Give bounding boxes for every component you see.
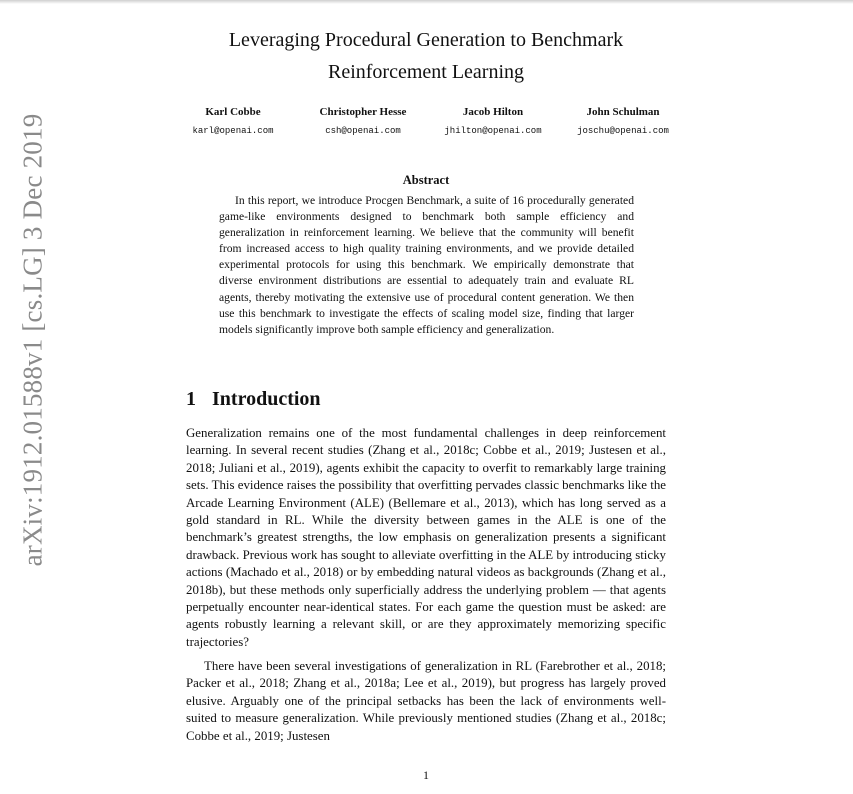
section-number: 1: [186, 388, 196, 410]
paper-title: [180, 24, 672, 88]
arxiv-identifier-stamp: arXiv:1912.01588v1 [cs.LG] 3 Dec 2019: [17, 113, 48, 567]
author-name: Karl Cobbe: [205, 106, 261, 118]
abstract-text: In this report, we introduce Procgen Benchmark, a suite of 16 procedurally generated game-like environments designed to benchmark both sample efficiency and generalization in reinforcement learning. We believe that the community will benefit from increased access to high quality training environments, and we provide detailed experimental protocols for using this benchmark. We empirically demonstrate that diverse environment distributions are essential to adequately train and evaluate RL agents, thereby motivating the extensive use of procedural content generation. We then use this benchmark to investigate the effects of scaling model size, finding that larger models significantly improve both sample efficiency and generalization.: [219, 194, 634, 336]
section-heading: [186, 388, 321, 411]
author-name: Christopher Hesse: [319, 106, 407, 118]
author-email: karl@openai.com: [192, 126, 274, 136]
author-block: [298, 104, 428, 142]
body-paragraph: Generalization remains one of the most fundamental challenges in deep reinforcement learning. In several recent studies (Zhang et al., 2018c; Cobbe et al., 2019; Justesen et al., 2018; Juliani et al., 2019), agents exhibit the capacity to overfit to remarkably large training sets. This evidence raises the possibility that overfitting pervades classic benchmarks like the Arcade Learning Environment (ALE) (Bellemare et al., 2013), which has long served as a gold standard in RL. While the diversity between games in the ALE is one of the benchmark’s greatest strengths, the low emphasis on generalization presents a significant drawback. Previous work has sought to alleviate overfitting in the ALE by introducing sticky actions (Machado et al., 2018) or by embedding natural videos as backgrounds (Zhang et al., 2018b), but these methods only superficially address the underlying problem — that agents perpetually encounter near-identical states. For each game the question must be asked: are agents robustly learning a relevant skill, or are they approximately memorizing specific trajectories?: [186, 426, 666, 649]
author-block: [558, 104, 688, 142]
author-email: csh@openai.com: [325, 126, 401, 136]
author-block: [428, 104, 558, 142]
author-email: jhilton@openai.com: [444, 126, 542, 136]
title-line-2: Reinforcement Learning: [327, 61, 525, 83]
abstract-heading: Abstract: [402, 173, 450, 187]
author-name: John Schulman: [586, 106, 660, 118]
page-number: 1: [423, 768, 429, 782]
author-list: [168, 104, 688, 142]
page-top-edge: [0, 0, 853, 4]
author-block: [168, 104, 298, 142]
body-paragraph: There have been several investigations of generalization in RL (Farebrother et al., 2018; Packer et al., 2018; Zhang et al., 2018a; Lee et al., 2019), but progress has largely proved elusive. Arguably one of the principal setbacks has been the lack of environments well-suited to measure generalization. While previously mentioned studies (Zhang et al., 2018c; Cobbe et al., 2019; Justesen: [186, 659, 666, 743]
author-email: joschu@openai.com: [577, 126, 669, 136]
title-line-1: Leveraging Procedural Generation to Benchmark: [228, 29, 624, 51]
section-title: Introduction: [212, 388, 321, 410]
author-name: Jacob Hilton: [462, 106, 524, 118]
